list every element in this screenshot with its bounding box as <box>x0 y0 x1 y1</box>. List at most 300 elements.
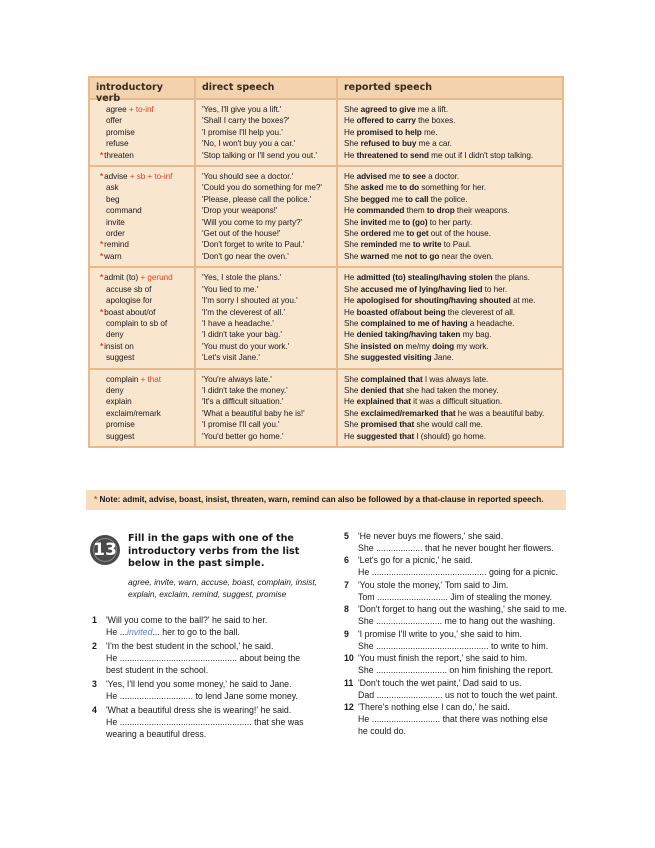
exercise-text: wearing a beautiful dress. <box>106 729 207 740</box>
exercise-line <box>344 591 552 603</box>
reported-speech-example <box>344 341 558 352</box>
exercise-item <box>92 704 304 741</box>
introductory-verb <box>96 127 190 138</box>
reported-verb: warned <box>360 251 390 261</box>
direct-speech-example: 'Will you come to my party?' <box>202 217 303 227</box>
header-introductory-verb: introductory verb <box>96 82 163 104</box>
exercise-line <box>92 652 300 664</box>
exercise-line <box>92 690 298 702</box>
verb-text: remind <box>104 240 129 250</box>
reported-text: She <box>344 408 361 418</box>
reported-text: the cleverest of all. <box>445 307 515 317</box>
reported-verb: complained to me of having <box>360 318 468 328</box>
table-body <box>90 100 562 446</box>
introductory-verb <box>96 318 190 329</box>
exercise-text: She ................... that he never bought her flowers. <box>358 543 554 554</box>
exercise-item-number: 8 <box>344 604 349 614</box>
exercise-line <box>344 579 552 591</box>
exercise-item-number: 4 <box>92 705 97 715</box>
direct-speech-example: 'It's a difficult situation.' <box>202 397 284 407</box>
introductory-verb <box>96 171 190 182</box>
reported-verb: apologised for shouting/having shouted <box>356 296 511 306</box>
reported-text: He <box>344 127 357 137</box>
exercise-item <box>92 678 298 702</box>
verb-text: promise <box>106 420 135 430</box>
exercise-line <box>344 689 558 701</box>
exercise-line <box>92 626 267 638</box>
reported-verb: to write <box>412 240 442 250</box>
reported-verb: commanded <box>356 206 405 216</box>
introductory-verb <box>96 217 190 228</box>
reported-verb: to (go) <box>402 217 428 227</box>
reported-text: me <box>389 251 405 261</box>
reported-text: She <box>344 229 361 239</box>
exercise-text: best student in the school. <box>106 665 209 676</box>
reported-verb: reminded <box>360 240 398 250</box>
introductory-verb <box>96 251 190 262</box>
direct-speech-example: 'You're always late.' <box>202 374 272 384</box>
exercise-text: She ........................... me to hang out the washing. <box>358 616 556 627</box>
reported-speech-example <box>344 272 558 283</box>
reported-verb: invited <box>360 217 387 227</box>
verb-pattern: + sb + to-inf <box>127 172 173 182</box>
reported-text: She <box>344 240 361 250</box>
reported-speech-example <box>344 374 558 385</box>
note-star: * <box>94 495 98 504</box>
exercise-text: 'I'm the best student in the school,' he said. <box>106 641 274 651</box>
reported-text: she had taken the money. <box>403 385 499 395</box>
reported-text: He <box>344 431 357 441</box>
direct-speech-example: 'I promise I'll call you.' <box>202 420 280 430</box>
exercise-item <box>344 554 558 578</box>
reported-speech-example <box>344 251 558 262</box>
exercise-line <box>92 640 300 652</box>
reported-speech-column <box>336 100 562 165</box>
verb-text: refuse <box>106 139 129 149</box>
introductory-verb <box>96 419 190 430</box>
verb-text: order <box>106 229 125 239</box>
note-star-marker: * <box>100 341 104 351</box>
reported-text: he was a beautiful baby. <box>455 408 545 418</box>
verb-text: suggest <box>106 353 135 363</box>
introductory-verb <box>96 239 190 250</box>
reported-verb: exclaimed/remarked that <box>360 408 456 418</box>
reported-verb: advised <box>356 172 387 182</box>
note-star-marker: * <box>100 273 104 283</box>
verb-column <box>90 167 194 266</box>
reported-text: she would call me. <box>414 420 483 430</box>
reported-speech-example <box>344 194 558 205</box>
introductory-verb <box>96 352 190 363</box>
verb-text: threaten <box>104 150 134 160</box>
reported-text: my bag. <box>460 330 492 340</box>
exercise-item-number: 5 <box>344 531 349 541</box>
direct-speech-example: 'You lied to me.' <box>202 284 259 294</box>
reported-speech-example <box>344 431 558 442</box>
exercise-line <box>92 664 300 676</box>
reported-text: He <box>344 273 357 283</box>
exercise-text: 'Will you come to the ball?' he said to her. <box>106 615 268 625</box>
verb-text: warn <box>104 251 122 261</box>
verb-text: complain <box>106 374 139 384</box>
verb-text: exclaim/remark <box>106 408 161 418</box>
reported-text: me out if I didn't stop talking. <box>428 150 534 160</box>
reported-speech-example <box>344 329 558 340</box>
reported-text: the plans. <box>492 273 530 283</box>
verb-pattern: + that <box>138 374 162 384</box>
reported-text: Jane. <box>431 353 454 363</box>
reported-verb: agreed to give <box>360 105 416 114</box>
exercise-item <box>344 677 558 701</box>
reported-text: me <box>397 240 413 250</box>
reported-text: me <box>386 217 403 227</box>
introductory-verb <box>96 228 190 239</box>
exercise-item <box>92 640 300 677</box>
reported-text: at me. <box>510 296 536 306</box>
introductory-verb <box>96 194 190 205</box>
verb-text: offer <box>106 116 122 126</box>
reported-text: He <box>344 307 357 317</box>
exercise-item-number: 11 <box>344 678 354 688</box>
direct-speech-example: 'Get out of the house!' <box>202 229 281 239</box>
reported-text: something for her. <box>419 183 486 193</box>
reported-verb: complained that <box>360 374 423 384</box>
reported-speech-example <box>344 115 558 126</box>
exercise-item <box>92 614 267 638</box>
note-star-marker: * <box>100 172 104 182</box>
direct-speech-example: 'What a beautiful baby he is!' <box>202 408 305 418</box>
reported-text: She <box>344 341 361 351</box>
reported-text: She <box>344 194 361 204</box>
verb-pattern: + to-inf <box>126 105 154 114</box>
reported-speech-example <box>344 385 558 396</box>
table-group <box>90 167 562 268</box>
reported-verb: ordered <box>360 229 391 239</box>
reported-verb: denied taking/having taken <box>356 330 461 340</box>
verb-text: beg <box>106 194 120 204</box>
note-star-marker: * <box>100 150 104 160</box>
verb-text: accuse sb of <box>106 284 152 294</box>
verb-column <box>90 370 194 446</box>
reported-speech-example <box>344 295 558 306</box>
verb-column <box>90 100 194 165</box>
verb-column <box>90 268 194 367</box>
exercise-item-number: 1 <box>92 615 97 625</box>
reported-text: She <box>344 374 361 384</box>
table-group <box>90 100 562 167</box>
direct-speech-example: 'Could you do something for me?' <box>202 183 322 193</box>
note-text: Note: admit, advise, boast, insist, threaten, warn, remind can also be followed by a that-clause in reported speech. <box>97 495 544 504</box>
reported-verb: refused to buy <box>360 139 417 149</box>
direct-speech-example: 'I have a headache.' <box>202 318 274 328</box>
verb-text: apologise for <box>106 296 153 306</box>
reported-text: I was always late. <box>422 374 489 384</box>
reported-verb: denied that <box>360 385 404 395</box>
reported-text: me/my <box>403 341 433 351</box>
direct-speech-example: 'I'm the cleverest of all.' <box>202 307 285 317</box>
reported-text: me <box>389 194 406 204</box>
direct-speech-example: 'Yes, I'll give you a lift.' <box>202 105 282 114</box>
reported-speech-example <box>344 396 558 407</box>
direct-speech-example: 'Please, please call the police.' <box>202 194 312 204</box>
exercise-text: 'You stole the money,' Tom said to Jim. <box>358 580 509 590</box>
reported-text: me a car. <box>416 139 452 149</box>
table-group <box>90 268 562 369</box>
exercise-item-number: 2 <box>92 641 97 651</box>
exercise-item <box>344 701 548 738</box>
header-direct-speech: direct speech <box>194 78 336 98</box>
exercise-text: Dad ........................... us not to touch the wet paint. <box>358 690 558 701</box>
exercise-line <box>344 542 554 554</box>
verb-text: ask <box>106 183 119 193</box>
introductory-verb <box>96 205 190 216</box>
reported-verb: promised to help <box>356 127 422 137</box>
verb-text: command <box>106 206 142 216</box>
reported-verb: suggested visiting <box>360 353 432 363</box>
example-answer: invited <box>127 627 153 638</box>
introductory-verb <box>96 431 190 442</box>
direct-speech-example: 'I promise I'll help you.' <box>202 127 283 137</box>
reported-speech-example <box>344 284 558 295</box>
reported-verb: offered to carry <box>356 116 416 126</box>
exercise-number-badge: 13 <box>90 535 120 565</box>
verb-text: suggest <box>106 431 135 441</box>
reported-verb: suggested that <box>356 431 415 441</box>
reported-text: She <box>344 420 361 430</box>
direct-speech-example: 'I didn't take the money.' <box>202 385 288 395</box>
reported-text: He <box>344 206 357 216</box>
exercise-line <box>92 704 304 716</box>
introductory-verb <box>96 329 190 340</box>
direct-speech-example: 'Drop your weapons!' <box>202 206 278 216</box>
exercise-line <box>344 530 554 542</box>
introductory-verb <box>96 284 190 295</box>
exercise-text: 'Let's go for a picnic,' he said. <box>358 555 473 565</box>
introductory-verb <box>96 396 190 407</box>
reported-speech-table <box>88 76 564 448</box>
reported-text: the boxes. <box>415 116 456 126</box>
exercise-item <box>344 652 553 676</box>
reported-verb: insisted on <box>360 341 404 351</box>
reported-verb: asked <box>360 183 384 193</box>
reported-speech-example <box>344 352 558 363</box>
exercise-text: He .............................. to lend Jane some money. <box>106 691 298 702</box>
introductory-verb <box>96 374 190 385</box>
exercise-text: He ................................................ about being the <box>106 653 301 664</box>
exercise-text: 'Don't forget to hang out the washing,' she said to me. <box>358 604 567 614</box>
note-star-marker: * <box>100 307 104 317</box>
introductory-verb <box>96 138 190 149</box>
reported-speech-example <box>344 171 558 182</box>
reported-speech-example <box>344 318 558 329</box>
exercise-line <box>344 628 548 640</box>
note-star-marker: * <box>100 240 104 250</box>
exercise-text: He ... <box>106 627 128 638</box>
introductory-verb <box>96 150 190 161</box>
reported-verb: admitted (to) stealing/having stolen <box>356 273 493 283</box>
reported-speech-example <box>344 104 558 115</box>
exercise-item-number: 3 <box>92 679 97 689</box>
direct-speech-example: 'You'd better go home.' <box>202 431 284 441</box>
exercise-item <box>344 628 548 652</box>
exercise-line <box>92 716 304 728</box>
reported-speech-example <box>344 150 558 161</box>
exercise-text: 'Don't touch the wet paint,' Dad said to us. <box>358 678 522 688</box>
exercise-text: 'He never buys me flowers,' she said. <box>358 531 504 541</box>
introductory-verb <box>96 307 190 318</box>
reported-verb: to drop <box>426 206 455 216</box>
exercise-item-number: 10 <box>344 653 354 663</box>
reported-speech-example <box>344 205 558 216</box>
header-reported-speech: reported speech <box>336 78 562 98</box>
exercise-text: He ...................................................... that she was <box>106 717 304 728</box>
reported-text: to her party. <box>427 217 473 227</box>
reported-text: the police. <box>428 194 468 204</box>
exercise-line <box>344 664 553 676</box>
reported-text: He <box>344 397 357 407</box>
exercise-line <box>92 728 304 740</box>
exercise-item-number: 7 <box>344 580 349 590</box>
reported-verb: boasted of/about being <box>356 307 446 317</box>
reported-text: a doctor. <box>425 172 460 182</box>
reported-verb: to see <box>402 172 426 182</box>
reported-text: She <box>344 353 361 363</box>
table-header <box>90 78 562 104</box>
direct-speech-example: 'Don't go near the oven.' <box>202 251 289 261</box>
exercise-line <box>344 677 558 689</box>
direct-speech-example: 'Shall I carry the boxes?' <box>202 116 290 126</box>
reported-speech-example <box>344 408 558 419</box>
exercise-item <box>344 579 552 603</box>
reported-speech-example <box>344 127 558 138</box>
direct-speech-example: 'You should see a doctor.' <box>202 172 294 182</box>
reported-text: them <box>404 206 427 216</box>
exercise-text: he could do. <box>358 726 406 737</box>
reported-text: She <box>344 217 361 227</box>
exercise-text: She ............................. on him finishing the report. <box>358 665 554 676</box>
verb-text: agree <box>106 105 127 114</box>
reported-text: me <box>386 172 403 182</box>
reported-text: to her. <box>482 284 508 294</box>
reported-speech-example <box>344 182 558 193</box>
reported-verb: to call <box>405 194 429 204</box>
exercise-line <box>344 725 548 737</box>
verb-text: complain to sb of <box>106 318 168 328</box>
reported-verb: begged <box>360 194 390 204</box>
direct-speech-example: 'You must do your work.' <box>202 341 290 351</box>
note-star-marker: * <box>100 251 104 261</box>
direct-speech-example: 'I didn't take your bag.' <box>202 330 282 340</box>
exercise-text: 'Yes, I'll lend you some money,' he said to Jane. <box>106 679 292 689</box>
reported-text: He <box>344 330 357 340</box>
reported-text: a headache. <box>467 318 515 328</box>
direct-speech-example: 'No, I won't buy you a car.' <box>202 139 296 149</box>
introductory-verb <box>96 341 190 352</box>
exercise-item <box>344 603 567 627</box>
exercise-line <box>344 701 548 713</box>
exercise-line <box>344 615 567 627</box>
reported-text: their weapons. <box>454 206 510 216</box>
exercise-item <box>344 530 554 554</box>
exercise-text: 'You must finish the report,' she said to him. <box>358 653 528 663</box>
exercise-line <box>344 554 558 566</box>
direct-speech-column <box>194 100 336 165</box>
note-bar <box>86 490 566 510</box>
exercise-text: 'I promise I'll write to you,' she said to him. <box>358 629 522 639</box>
exercise-text: Tom ............................. Jim of stealing the money. <box>358 592 552 603</box>
reported-verb: threatened to send <box>356 150 429 160</box>
reported-text: me <box>390 229 407 239</box>
introductory-verb <box>96 104 190 115</box>
reported-text: to Paul. <box>441 240 472 250</box>
verb-text: admit (to) <box>104 273 139 283</box>
reported-speech-example <box>344 217 558 228</box>
reported-text: She <box>344 251 361 261</box>
verb-pattern: + gerund <box>138 273 173 283</box>
reported-text: it was a difficult situation. <box>410 397 503 407</box>
reported-verb: not to go <box>404 251 440 261</box>
exercise-item-number: 6 <box>344 555 349 565</box>
exercise-item-number: 9 <box>344 629 349 639</box>
exercise-line <box>344 603 567 615</box>
reported-verb: promised that <box>360 420 415 430</box>
reported-text: He <box>344 296 357 306</box>
reported-verb: explained that <box>356 397 411 407</box>
reported-text: She <box>344 318 361 328</box>
table-group <box>90 370 562 446</box>
verb-text: deny <box>106 330 124 340</box>
reported-text: I (should) go home. <box>414 431 486 441</box>
reported-speech-example <box>344 419 558 430</box>
verb-text: deny <box>106 385 124 395</box>
reported-speech-column <box>336 167 562 266</box>
verb-text: boast about/of <box>104 307 156 317</box>
verb-text: advise <box>104 172 128 182</box>
reported-text: He <box>344 172 357 182</box>
direct-speech-example: 'Yes, I stole the plans.' <box>202 273 282 283</box>
introductory-verb <box>96 385 190 396</box>
reported-text: She <box>344 139 361 149</box>
exercise-text: She .............................................. to write to him. <box>358 641 549 652</box>
exercise-text: 'What a beautiful dress she is wearing!' he said. <box>106 705 292 715</box>
verb-text: insist on <box>104 341 134 351</box>
verb-text: promise <box>106 127 135 137</box>
reported-speech-column <box>336 370 562 446</box>
direct-speech-example: 'Stop talking or I'll send you out.' <box>202 150 317 160</box>
exercise-line <box>344 652 553 664</box>
reported-speech-example <box>344 239 558 250</box>
introductory-verb <box>96 115 190 126</box>
reported-text: near the oven. <box>439 251 494 261</box>
reported-text: out of the house. <box>428 229 491 239</box>
reported-text: me <box>383 183 400 193</box>
reported-text: She <box>344 284 361 294</box>
reported-verb: doing <box>432 341 455 351</box>
exercise-line <box>344 640 548 652</box>
reported-verb: accused me of lying/having lied <box>360 284 483 294</box>
verb-text: explain <box>106 397 132 407</box>
exercise-line <box>92 678 298 690</box>
direct-speech-example: 'I'm sorry I shouted at you.' <box>202 296 298 306</box>
reported-text: She <box>344 105 361 114</box>
exercise-text: ... her to go to the ball. <box>152 627 241 638</box>
direct-speech-column <box>194 167 336 266</box>
exercise-line <box>344 713 548 725</box>
reported-text: He <box>344 116 357 126</box>
reported-text: me. <box>421 127 438 137</box>
reported-verb: to get <box>406 229 429 239</box>
reported-text: She <box>344 183 361 193</box>
